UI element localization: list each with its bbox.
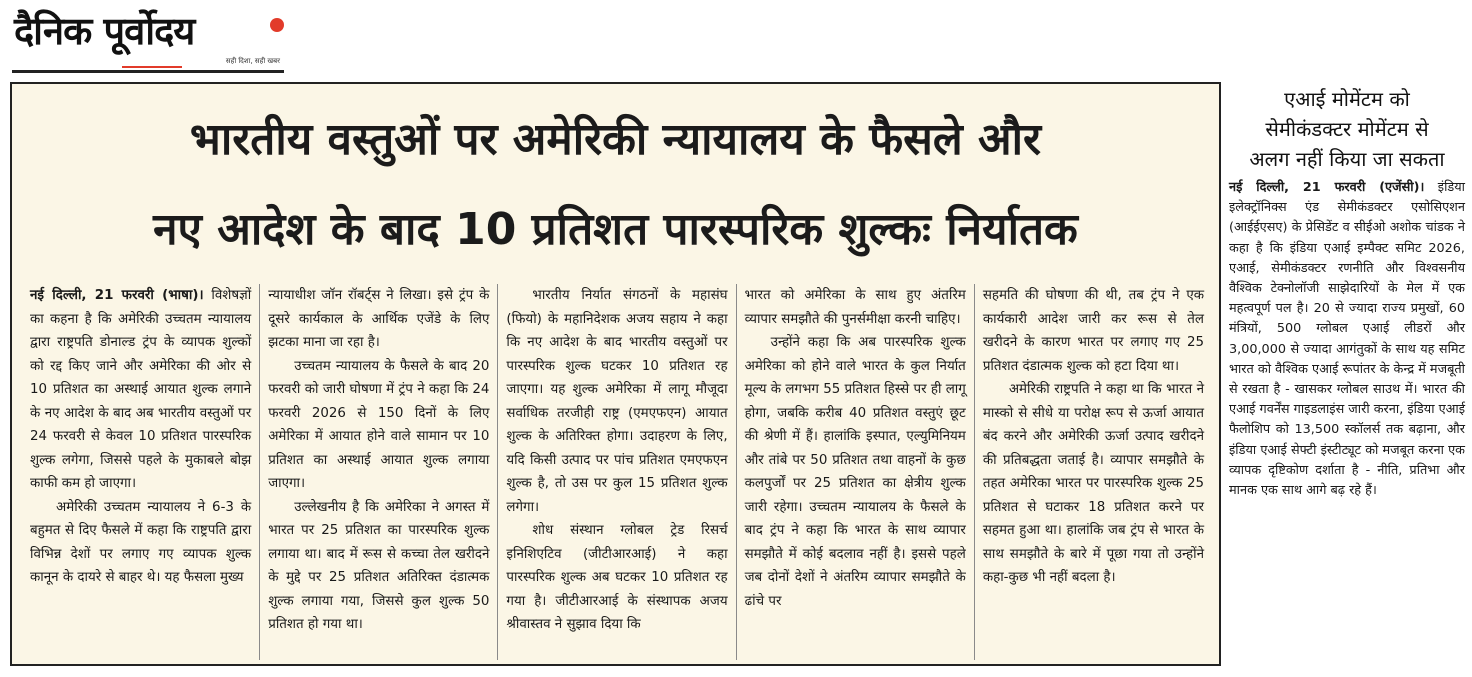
article-paragraph: उन्होंने कहा कि अब पारस्परिक शुल्क अमेरिका को होने वाले भारत के कुल निर्यात मूल्य के लगभग 55 प्रतिशत हिस्से पर ही लागू होगा, जबकि करीब 40 प्रतिशत वस्तुएं छूट की श्रेणी में हैं। हालांकि इस्पात, एल्युमिनियम और तांबे पर 50 प्रतिशत तथा वाहनों के कुछ कलपुर्जों पर 25 प्रतिशत का क्षेत्रीय शुल्क जारी रहेगा। उच्चतम न्यायालय के फैसले के बाद ट्रंप ने कहा कि भारत के साथ व्यापार समझौते में कोई बदलाव नहीं है। इससे पहले जब दोनों देशों ने अंतरिम व्यापार समझौते के ढांचे पर <box>744 335 966 609</box>
article-paragraph: शोध संस्थान ग्लोबल ट्रेड रिसर्च इनिशिएटिव (जीटीआरआई) ने कहा पारस्परिक शुल्क अब घटकर 10 प्रतिशत रह गया है। जीटीआरआई के संस्थापक अजय श्रीवास्तव ने सुझाव दिया कि <box>506 523 728 632</box>
article-paragraph: उल्लेखनीय है कि अमेरिका ने अगस्त में भारत पर 25 प्रतिशत का पारस्परिक शुल्क लगाया था। बाद में रूस से कच्चा तेल खरीदने के मुद्दे पर 25 प्रतिशत अतिरिक्त दंडात्मक शुल्क लगाया गया, जिससे कुल शुल्क 50 प्रतिशत हो गया था। <box>268 499 490 632</box>
article-paragraph: भारत को अमेरिका के साथ हुए अंतरिम व्यापार समझौते की पुनर्समीक्षा करनी चाहिए। <box>744 288 966 327</box>
article-column-1 <box>22 284 259 660</box>
paragraph-text: विशेषज्ञों का कहना है कि अमेरिकी उच्चतम न्यायालय द्वारा राष्ट्रपति डोनाल्ड ट्रंप के व्यापक शुल्कों को रद्द किए जाने और अमेरिका की ओर से 10 प्रतिशत का अस्थाई आयात शुल्क लगाने के नए आदेश के बाद अब भारतीय वस्तुओं पर 24 फरवरी से केवल 10 प्रतिशत पारस्परिक शुल्क लगेगा, जिससे पहले के मुकाबले बोझ काफी कम हो जाएगा। <box>30 288 252 491</box>
headline-line-1: भारतीय वस्तुओं पर अमेरिकी न्यायालय के फैसले और <box>189 114 1042 165</box>
sidebar-headline-line: सेमीकंडक्टर मोमेंटम से <box>1265 117 1429 141</box>
sidebar-dateline: नई दिल्ली, 21 फरवरी (एजेंसी)। <box>1229 180 1425 195</box>
sidebar-headline-line: एआई मोमेंटम को <box>1284 87 1410 111</box>
article-paragraph: अमेरिकी उच्चतम न्यायालय ने 6-3 के बहुमत से दिए फैसले में कहा कि राष्ट्रपति द्वारा विभिन्न देशों पर लगाए गए व्यापक शुल्क कानून के दायरे से बाहर थे। यह फैसला मुख्य <box>30 499 252 585</box>
sidebar-headline-line: अलग नहीं किया जा सकता <box>1249 147 1445 171</box>
logo-dot-icon <box>270 18 284 32</box>
article-paragraph: भारतीय निर्यात संगठनों के महासंघ (फियो) के महानिदेशक अजय सहाय ने कहा कि नए आदेश के बाद भारतीय वस्तुओं पर पारस्परिक शुल्क घटकर 10 प्रतिशत रह जाएगा। यह शुल्क अमेरिका में लागू मौजूदा सर्वाधिक तरजीही राष्ट्र (एमएफएन) आयात शुल्क के अतिरिक्त होगा। उदाहरण के लिए, यदि किसी उत्पाद पर पांच प्रतिशत एमएफएन शुल्क है, तो उस पर कुल 15 प्रतिशत शुल्क लगेगा। <box>506 288 728 515</box>
sidebar-headline <box>1229 84 1465 174</box>
article-paragraph: सहमति की घोषणा की थी, तब ट्रंप ने एक कार्यकारी आदेश जारी कर रूस से तेल खरीदने के कारण भारत पर लगाए गए 25 प्रतिशत दंडात्मक शुल्क को हटा दिया था। <box>982 288 1205 374</box>
logo-accent-line <box>122 66 182 68</box>
article-column-5 <box>974 284 1212 660</box>
newspaper-logo: दैनिक पूर्वोदय <box>14 8 195 53</box>
article-paragraph: न्यायाधीश जॉन रॉबर्ट्स ने लिखा। इसे ट्रंप के दूसरे कार्यकाल के आर्थिक एजेंडे के लिए झटका माना जा रहा है। <box>268 288 490 350</box>
headline-line-2: नए आदेश के बाद 10 प्रतिशत पारस्परिक शुल्कः निर्यातक <box>153 204 1078 255</box>
article-paragraph: अमेरिकी राष्ट्रपति ने कहा था कि भारत ने मास्को से सीधे या परोक्ष रूप से ऊर्जा आयात बंद करने और अमेरिकी ऊर्जा उत्पाद खरीदने की प्रतिबद्धता जताई है। व्यापार समझौते के तहत अमेरिका भारत पर पारस्परिक शुल्क 25 प्रतिशत से घटाकर 18 प्रतिशत करने पर सहमत हुआ था। हालांकि जब ट्रंप से भारत के साथ समझौते के बारे में पूछा गया तो उन्होंने कहा-कुछ भी नहीं बदला है। <box>982 382 1205 585</box>
article-paragraph <box>30 284 251 496</box>
sidebar-body <box>1229 178 1465 501</box>
sidebar-text: इंडिया इलेक्ट्रॉनिक्स एंड सेमीकंडक्टर एसोसिएशन (आईईएसए) के प्रेसिडेंट व सीईओ अशोक चांडक ने कहा है कि इंडिया एआई इम्पैक्ट समिट 2026, एआई, सेमीकंडक्टर रणनीति और विश्वसनीय वैश्विक टेक्नोलॉजी साझेदारियों के मेल में एक महत्वपूर्ण पल है। 20 से ज्यादा राज्य प्रमुखों, 60 मंत्रियों, 500 ग्लोबल एआई लीडरों और 3,00,000 से ज्यादा आगंतुकों के साथ यह समिट भारत को वैश्विक एआई रूपांतर के केन्द्र में मजबूती से रखता है - खासकर ग्लोबल साउथ में। भारत की एआई गवर्नेंस गाइडलाइंस जारी करना, इंडिया एआई फैलोशिप को 13,500 स्कॉलर्स तक बढ़ाना, और इंडिया एआई सेफ्टी इंस्टीट्यूट को मजबूत करना एक व्यापक दृष्टिकोण दर्शाता है - नीति, प्रतिभा और मानक एक साथ आगे बढ़ रहे हैं। <box>1229 180 1466 499</box>
sidebar-article <box>1229 84 1465 674</box>
article-paragraph: उच्चतम न्यायालय के फैसले के बाद 20 फरवरी को जारी घोषणा में ट्रंप ने कहा कि 24 फरवरी 2026 से 150 दिनों के लिए अमेरिका में आयात होने वाले सामान पर 10 प्रतिशत का अस्थाई आयात शुल्क लगाया जाएगा। <box>268 358 490 491</box>
article-dateline: नई दिल्ली, 21 फरवरी (भाषा)। <box>30 288 204 303</box>
masthead-rule <box>12 70 284 73</box>
masthead <box>12 8 284 72</box>
main-article <box>10 82 1221 666</box>
article-column-3 <box>497 284 735 660</box>
masthead-tagline: सही दिशा, सही खबर <box>225 57 280 65</box>
sidebar-paragraph <box>1229 178 1465 501</box>
article-column-4 <box>736 284 974 660</box>
article-columns <box>22 284 1212 660</box>
article-column-2 <box>259 284 497 660</box>
